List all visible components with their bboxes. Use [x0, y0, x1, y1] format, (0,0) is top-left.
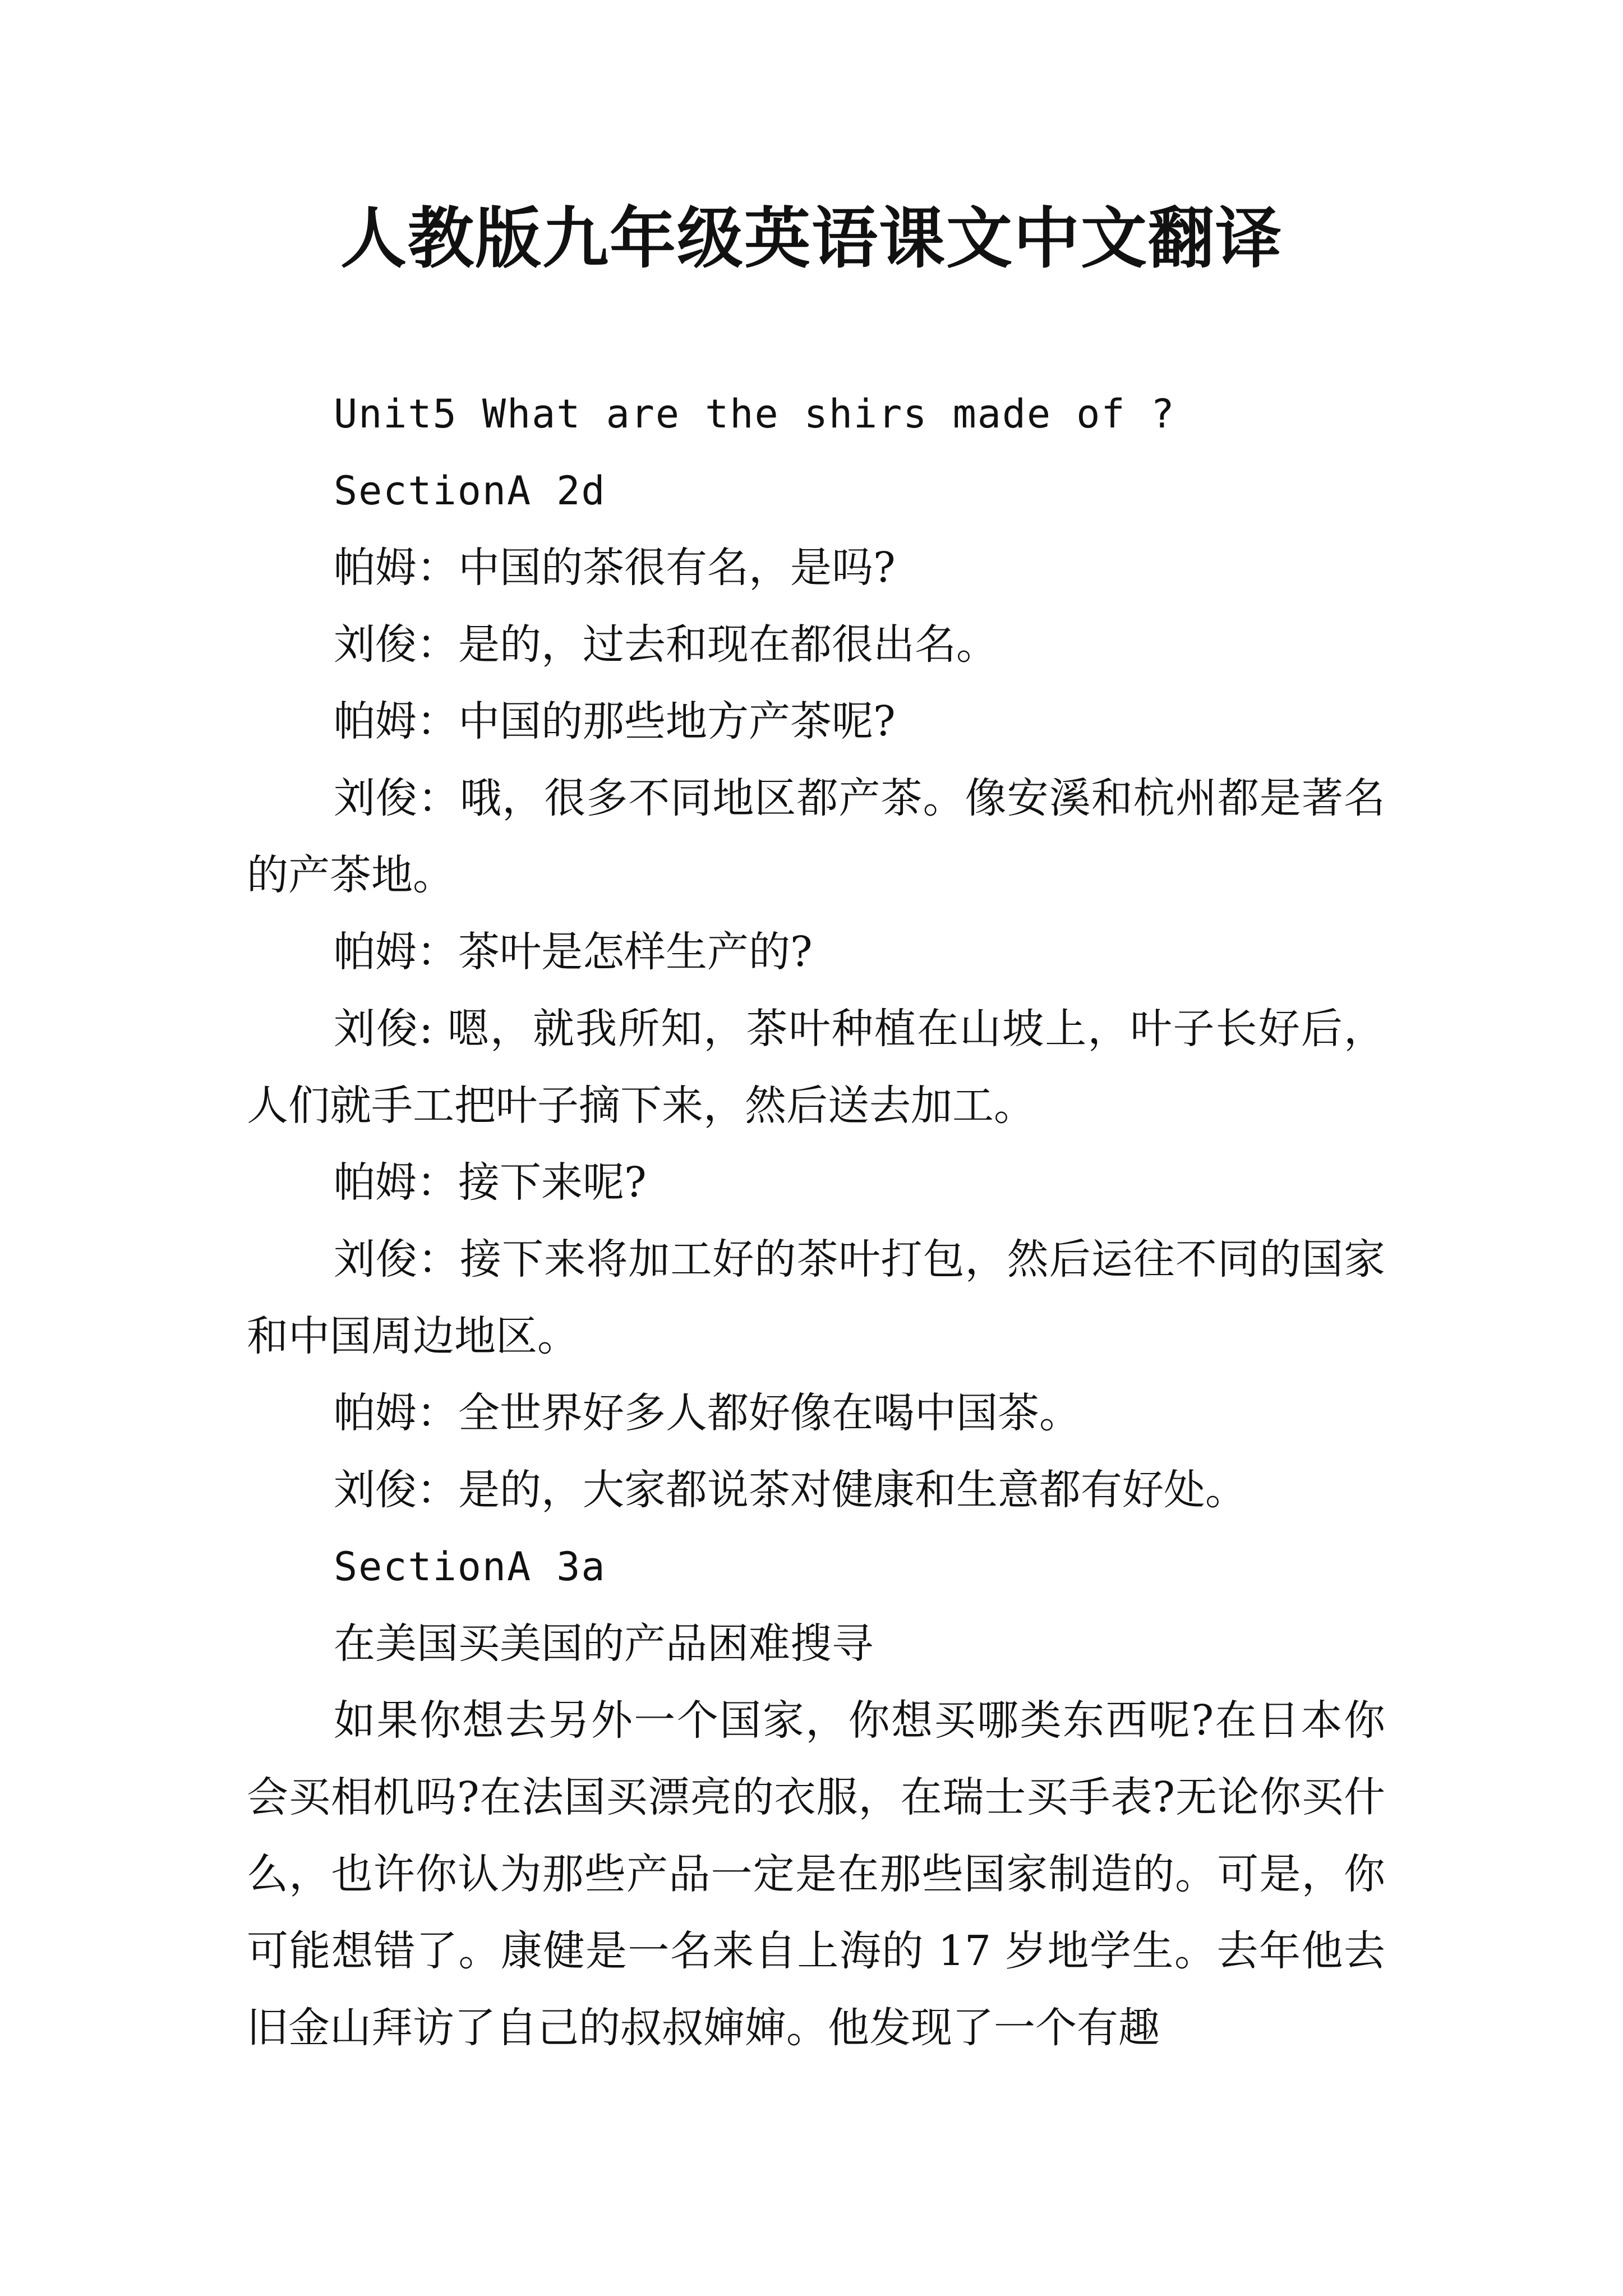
document-title: 人教版九年级英语课文中文翻译	[340, 199, 1283, 277]
unit-heading: Unit5 What are the shirs made of ?	[334, 391, 1175, 437]
dialogue-line: 帕姆：中国的茶很有名，是吗?	[334, 544, 896, 592]
section-heading: SectionA 3a	[334, 1544, 606, 1590]
dialogue-line: 帕姆：接下来呢?	[334, 1158, 647, 1207]
dialogue-line: 刘俊：接下来将加工好的茶叶打包，然后运往不同的国家和中国周边地区。	[247, 1235, 1385, 1360]
dialogue-line: 帕姆：中国的那些地方产茶呢?	[334, 697, 896, 746]
article-paragraph: 如果你想去另外一个国家，你想买哪类东西呢?在日本你会买相机吗?在法国买漂亮的衣服，在瑞士买手表?无论你买什么，也许你认为那些产品一定是在那些国家制造的。可是，你可能想错了。康健是一名来自上海的 17 岁地学生。去年他去旧金山拜访了自己的叔叔婶婶。他发现了一个有趣	[247, 1696, 1385, 2052]
dialogue-line: 刘俊: 嗯，就我所知，茶叶种植在山坡上，叶子长好后，人们就手工把叶子摘下来，然后送去加工。	[247, 1005, 1385, 1130]
article-title: 在美国买美国的产品困难搜寻	[334, 1619, 873, 1668]
section-heading: SectionA 2d	[334, 468, 606, 514]
document-body	[247, 376, 1385, 2067]
dialogue-line: 帕姆：茶叶是怎样生产的?	[334, 928, 813, 976]
dialogue-line: 刘俊：哦，很多不同地区都产茶。像安溪和杭州都是著名的产茶地。	[247, 774, 1385, 899]
dialogue-line: 帕姆：全世界好多人都好像在喝中国茶。	[334, 1389, 1081, 1437]
dialogue-line: 刘俊：是的，过去和现在都很出名。	[334, 620, 998, 669]
dialogue-line: 刘俊：是的，大家都说茶对健康和生意都有好处。	[334, 1466, 1247, 1514]
